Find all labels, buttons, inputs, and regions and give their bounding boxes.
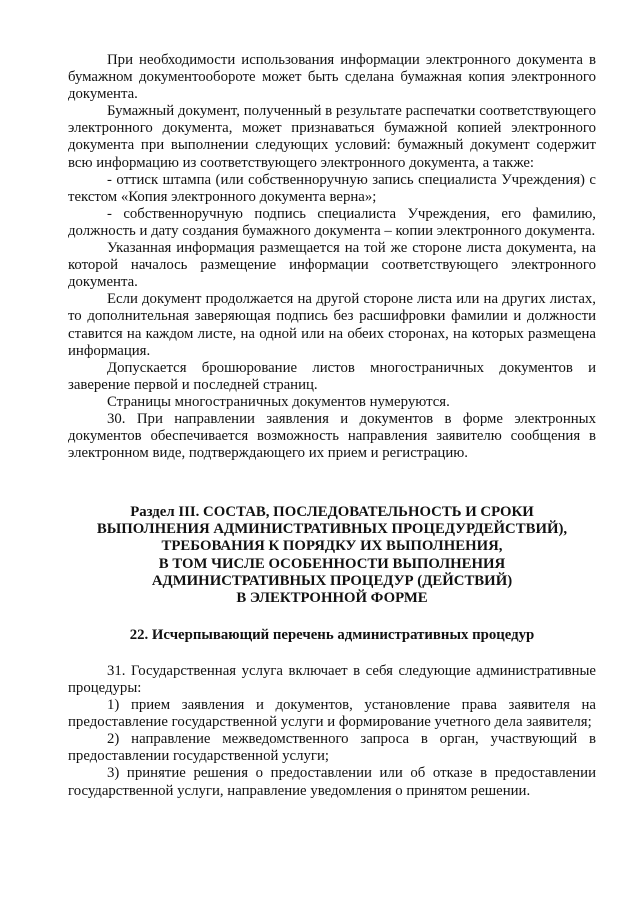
subsection-title: 22. Исчерпывающий перечень административных процедур xyxy=(129,626,535,643)
paragraph: Указанная информация размещается на той же стороне листа документа, на которой началось размещение информации соответствующего электронного документа. xyxy=(68,240,596,291)
paragraph: 30. При направлении заявления и документов в форме электронных документов обеспечивается возможность направления заявителю сообщения в электронном виде, подтверждающего их прием и регистрацию. xyxy=(68,410,596,462)
spacer xyxy=(68,644,596,663)
paragraph: 31. Государственная услуга включает в себя следующие административные процедуры: xyxy=(68,662,596,696)
paragraph: Страницы многостраничных документов нумеруются. xyxy=(107,393,450,410)
section-title-line: Раздел III. СОСТАВ, ПОСЛЕДОВАТЕЛЬНОСТЬ И СРОКИ xyxy=(130,504,534,521)
paragraph: - собственноручную подпись специалиста Учреждения, его фамилию, должность и дату создания бумажного документа – копии электронного документа. xyxy=(68,205,596,239)
section-title-line: ТРЕБОВАНИЯ К ПОРЯДКУ ИХ ВЫПОЛНЕНИЯ, xyxy=(161,538,503,555)
paragraph: При необходимости использования информации электронного документа в бумажном документообороте может быть сделана бумажная копия электронного документа. xyxy=(68,52,596,103)
section-title-line: ВЫПОЛНЕНИЯ АДМИНИСТРАТИВНЫХ ПРОЦЕДУРДЕЙСТВИЙ), xyxy=(96,521,568,538)
paragraph: Если документ продолжается на другой стороне листа или на других листах, то дополнительная заверяющая подпись без расшифровки фамилии и должности ставится на каждом листе, на одной или на обеих сторонах, на которых размещена информация. xyxy=(68,291,596,359)
paragraph: Бумажный документ, полученный в результате распечатки соответствующего электронного документа, может признаваться бумажной копией электронного документа при выполнении следующих условий: бумажный документ содержит всю информацию из соответствующего электронного документа, а также: xyxy=(68,103,596,171)
list-item: 2) направление межведомственного запроса в орган, участвующий в предоставлении государственной услуги; xyxy=(68,731,596,765)
document-page xyxy=(68,52,596,800)
list-item: 3) принятие решения о предоставлении или об отказе в предоставлении государственной услуги, направление уведомления о принятом решении. xyxy=(68,765,596,799)
section-title xyxy=(68,504,596,607)
list-item: 1) прием заявления и документов, установление права заявителя на предоставление государственной услуги и формирование учетного дела заявителя; xyxy=(68,697,596,731)
paragraph: - оттиск штампа (или собственноручную запись специалиста Учреждения) с текстом «Копия электронного документа верна»; xyxy=(68,171,596,205)
section-title-line: В ТОМ ЧИСЛЕ ОСОБЕННОСТИ ВЫПОЛНЕНИЯ xyxy=(158,555,506,572)
section-title-line: АДМИНИСТРАТИВНЫХ ПРОЦЕДУР (ДЕЙСТВИЙ) xyxy=(151,572,513,589)
section-title-line: В ЭЛЕКТРОННОЙ ФОРМЕ xyxy=(236,589,428,606)
paragraph: Допускается брошюрование листов многостраничных документов и заверение первой и последней страниц. xyxy=(68,359,596,393)
